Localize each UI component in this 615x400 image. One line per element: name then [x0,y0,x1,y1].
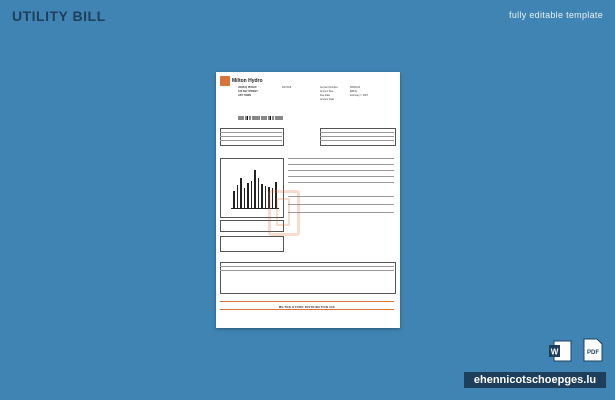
footer-stripe-top [220,301,394,302]
pdf-file-icon[interactable] [582,338,604,362]
usage-bar [233,191,235,208]
usage-bar [254,170,256,208]
amount-paid-label: Amount Paid [320,98,334,101]
amount-due-label: Amount Due [320,90,334,93]
account-number-value: 58300-00 [350,86,361,89]
account-info-box [220,128,284,146]
due-date-label: Due Date [320,94,331,97]
company-logo [220,76,263,86]
customer-town: ANY TOWN [238,94,251,97]
usage-bar [265,186,267,208]
customer-name: JOHN Q PUBLIC [238,86,257,89]
site-url[interactable]: ehennicotschoepges.lu [464,372,606,388]
bill-document [216,72,400,328]
account-number-label: Account Number [320,86,338,89]
barcode [238,116,284,120]
page-title: UTILITY BILL [12,8,106,24]
page-subtitle: fully editable template [509,10,603,20]
usage-bar [247,183,249,208]
word-file-icon[interactable] [548,340,572,362]
customer-street: 123 ANY STREET [238,90,258,93]
usage-bar [240,178,242,208]
svg-text:PDF: PDF [587,350,599,356]
service-info-box [320,128,396,146]
meter-reading-table [220,262,396,294]
amount-due-value: $88.51 [350,90,358,93]
usage-bar [258,178,260,208]
usage-bar [237,185,239,208]
due-date-value: February 7, 2007 [350,94,369,97]
usage-bar [244,188,246,208]
customer-code: R1Y6G5 [282,86,292,89]
usage-bar [261,184,263,208]
notes-box [220,236,284,252]
svg-text:W: W [550,347,559,357]
logo-icon [220,76,230,86]
company-name: Milton Hydro [232,78,263,84]
usage-bar [251,181,253,208]
footer-stripe-bottom [220,309,394,310]
footer-company: MILTON HYDRO DISTRIBUTION INC [278,305,336,309]
